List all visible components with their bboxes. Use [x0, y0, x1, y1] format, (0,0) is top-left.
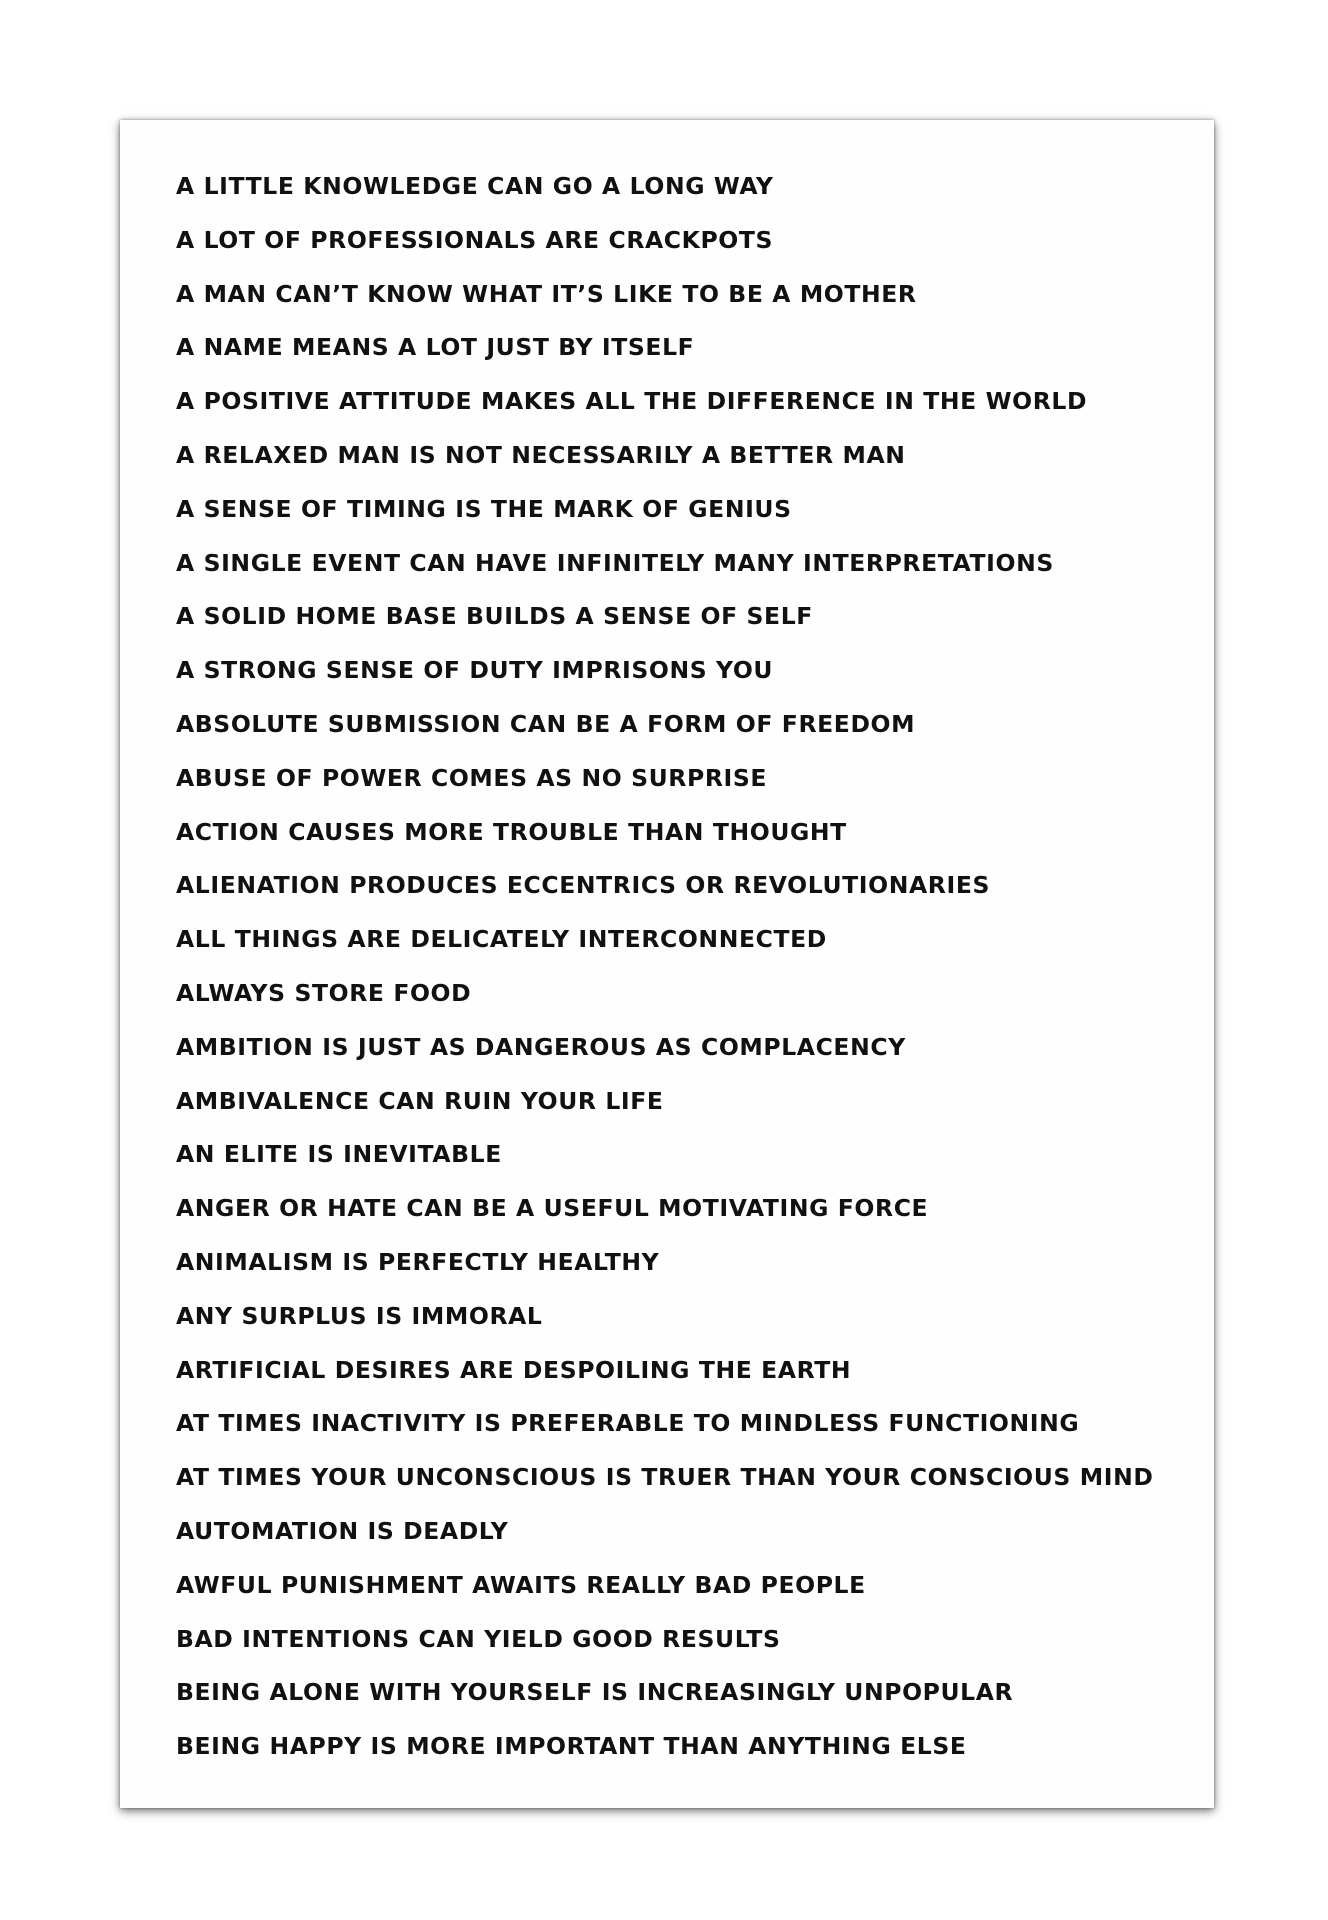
truism-line: ALL THINGS ARE DELICATELY INTERCONNECTED [176, 925, 827, 954]
truism-line: A LITTLE KNOWLEDGE CAN GO A LONG WAY [176, 172, 774, 200]
truism-line: AT TIMES YOUR UNCONSCIOUS IS TRUER THAN YOUR CONSCIOUS MIND [176, 1463, 1154, 1492]
truism-line: A POSITIVE ATTITUDE MAKES ALL THE DIFFERENCE IN THE WORLD [176, 387, 1088, 416]
truism-line: ARTIFICIAL DESIRES ARE DESPOILING THE EARTH [176, 1355, 852, 1384]
truism-list [176, 160, 1194, 1774]
truism-line: BAD INTENTIONS CAN YIELD GOOD RESULTS [176, 1624, 781, 1653]
truism-line: A MAN CAN’T KNOW WHAT IT’S LIKE TO BE A MOTHER [176, 279, 917, 308]
truism-line: AMBIVALENCE CAN RUIN YOUR LIFE [176, 1086, 664, 1115]
truism-line: AUTOMATION IS DEADLY [176, 1516, 509, 1545]
truism-line: ANIMALISM IS PERFECTLY HEALTHY [176, 1247, 660, 1276]
truism-line: A SOLID HOME BASE BUILDS A SENSE OF SELF [176, 602, 813, 631]
truism-line: AMBITION IS JUST AS DANGEROUS AS COMPLACENCY [176, 1032, 906, 1061]
truism-line: ANGER OR HATE CAN BE A USEFUL MOTIVATING FORCE [176, 1194, 929, 1223]
truism-line: A SINGLE EVENT CAN HAVE INFINITELY MANY INTERPRETATIONS [176, 548, 1054, 577]
truism-line: A LOT OF PROFESSIONALS ARE CRACKPOTS [176, 225, 774, 254]
truism-line: A SENSE OF TIMING IS THE MARK OF GENIUS [176, 494, 792, 523]
truism-line: A STRONG SENSE OF DUTY IMPRISONS YOU [176, 656, 774, 685]
truism-line: AT TIMES INACTIVITY IS PREFERABLE TO MINDLESS FUNCTIONING [176, 1409, 1080, 1438]
truism-line: BEING ALONE WITH YOURSELF IS INCREASINGLY UNPOPULAR [176, 1678, 1014, 1707]
truism-line: AN ELITE IS INEVITABLE [176, 1140, 502, 1169]
truism-line: ANY SURPLUS IS IMMORAL [176, 1301, 543, 1330]
truism-line: ACTION CAUSES MORE TROUBLE THAN THOUGHT [176, 817, 847, 846]
truism-line: ALWAYS STORE FOOD [176, 978, 472, 1007]
truism-line: A RELAXED MAN IS NOT NECESSARILY A BETTER MAN [176, 440, 906, 469]
truism-line: BEING HAPPY IS MORE IMPORTANT THAN ANYTHING ELSE [176, 1732, 967, 1761]
truism-line: ALIENATION PRODUCES ECCENTRICS OR REVOLUTIONARIES [176, 871, 990, 900]
truism-line: AWFUL PUNISHMENT AWAITS REALLY BAD PEOPLE [176, 1570, 866, 1599]
truism-line: A NAME MEANS A LOT JUST BY ITSELF [176, 333, 695, 362]
truism-line: ABSOLUTE SUBMISSION CAN BE A FORM OF FREEDOM [176, 709, 916, 738]
poster-sheet [120, 120, 1214, 1808]
truism-line: ABUSE OF POWER COMES AS NO SURPRISE [176, 763, 768, 792]
